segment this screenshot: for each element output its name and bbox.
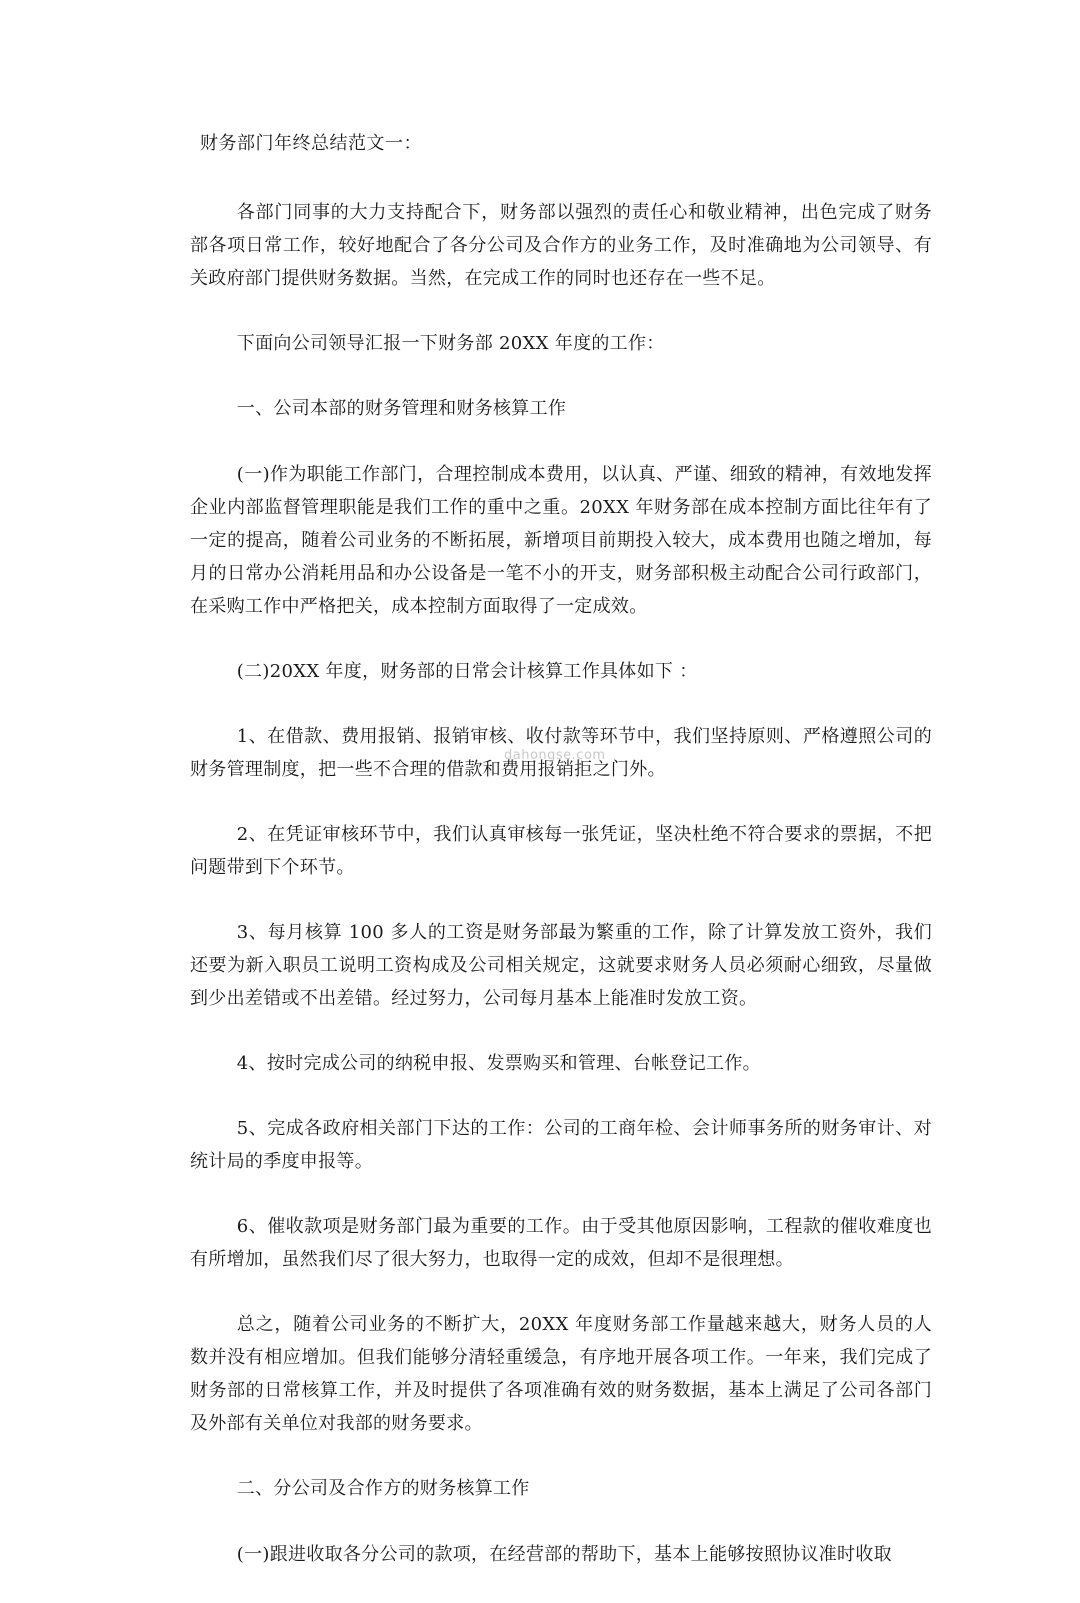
list-item-5: 5、完成各政府相关部门下达的工作：公司的工商年检、会计师事务所的财务审计、对统计局的季度申报等。 [190,1118,932,1172]
document-title: 财务部门年终总结范文一： [200,133,422,154]
paragraph-accounting-lead: (二)20XX 年度，财务部的日常会计核算工作具体如下 ： [236,661,698,682]
paragraph-branch-collection: (一)跟进收取各分公司的款项，在经营部的帮助下，基本上能够按照协议准时收取 [236,1544,892,1565]
list-item-2: 2、在凭证审核环节中，我们认真审核每一张凭证，坚决杜绝不符合要求的票据，不把问题带到下个环节。 [190,824,932,878]
section-heading-2: 二、分公司及合作方的财务核算工作 [236,1478,530,1499]
paragraph-intro: 各部门同事的大力支持配合下，财务部以强烈的责任心和敬业精神，出色完成了财务部各项日常工作，较好地配合了各分公司及合作方的业务工作，及时准确地为公司领导、有关政府部门提供财务数据。当然，在完成工作的同时也还存在一些不足。 [190,202,932,289]
list-item-6: 6、催收款项是财务部门最为重要的工作。由于受其他原因影响，工程款的催收难度也有所增加，虽然我们尽了很大努力，也取得一定的成效，但却不是很理想。 [190,1216,932,1270]
list-item-4: 4、按时完成公司的纳税申报、发票购买和管理、台帐登记工作。 [236,1053,761,1074]
section-heading-1: 一、公司本部的财务管理和财务核算工作 [236,398,567,419]
paragraph-summary: 总之，随着公司业务的不断扩大，20XX 年度财务部工作量越来越大，财务人员的人数并没有相应增加。但我们能够分清轻重缓急，有序地开展各项工作。一年来，我们完成了财务部的日常核算工作，并及时提供了各项准确有效的财务数据，基本上满足了公司各部门及外部有关单位对我部的财务要求。 [190,1314,932,1434]
list-item-1: 1、在借款、费用报销、报销审核、收付款等环节中，我们坚持原则、严格遵照公司的财务管理制度，把一些不合理的借款和费用报销拒之门外。 [190,726,932,780]
paragraph-cost-control: (一)作为职能工作部门，合理控制成本费用，以认真、严谨、细致的精神，有效地发挥企业内部监督管理职能是我们工作的重中之重。20XX 年财务部在成本控制方面比往年有了一定的提高，随着公司业务的不断拓展，新增项目前期投入较大，成本费用也随之增加，每月的日常办公消耗用品和办公设备是一笔不小的开支，财务部积极主动配合公司行政部门，在采购工作中严格把关，成本控制方面取得了一定成效。 [190,464,932,617]
paragraph-report-lead: 下面向公司领导汇报一下财务部 20XX 年度的工作： [236,333,665,354]
watermark: dahongse.com [504,748,606,763]
list-item-3: 3、每月核算 100 多人的工资是财务部最为繁重的工作，除了计算发放工资外，我们还要为新入职员工说明工资构成及公司相关规定，这就要求财务人员必须耐心细致，尽量做到少出差错或不出差错。经过努力，公司每月基本上能准时发放工资。 [190,922,932,1009]
document-body [190,128,932,1603]
